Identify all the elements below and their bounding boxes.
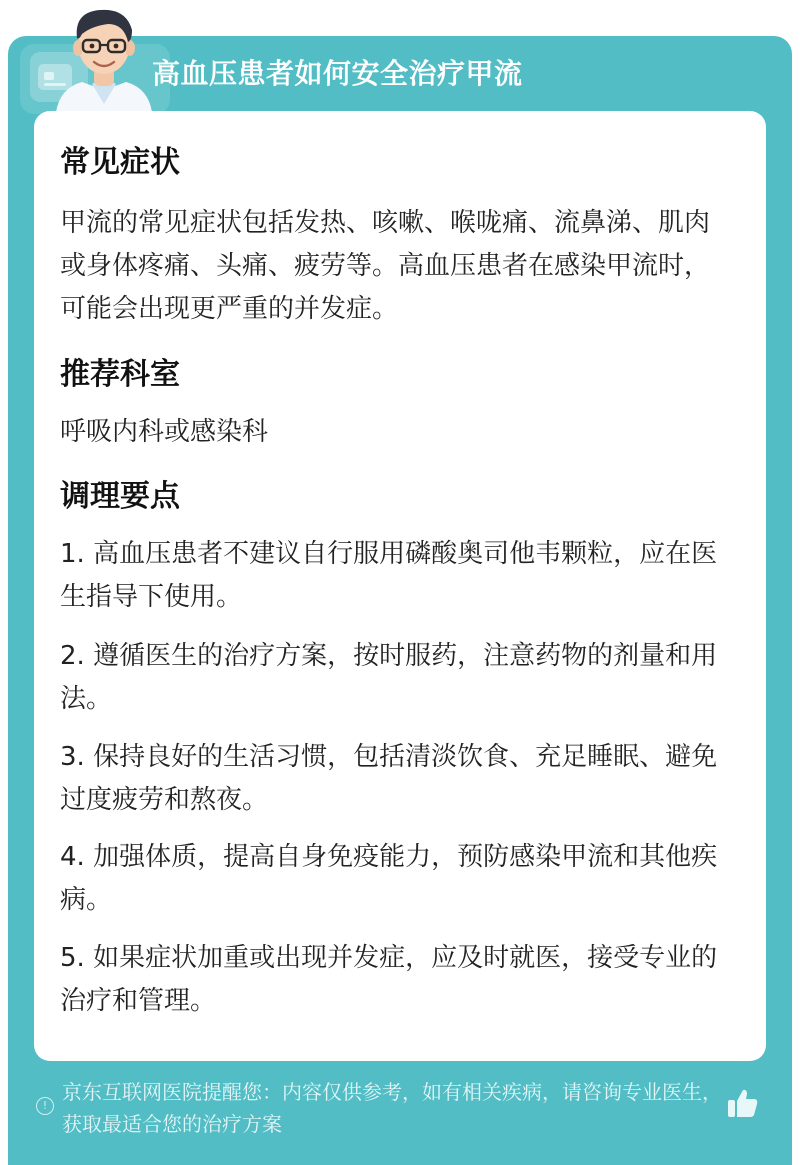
care-heading: 调理要点 — [60, 479, 180, 514]
care-item: 4. 加强体质，提高自身免疫能力，预防感染甲流和其他疾病。 — [60, 842, 718, 915]
care-item: 3. 保持良好的生活习惯，包括清淡饮食、充足睡眠、避免过度疲劳和熬夜。 — [60, 742, 718, 815]
info-icon: ! — [36, 1097, 54, 1115]
department-text: 呼吸内科或感染科 — [60, 417, 269, 447]
doctor-avatar-icon — [52, 0, 156, 112]
department-heading: 推荐科室 — [60, 357, 180, 392]
care-item: 5. 如果症状加重或出现并发症，应及时就医，接受专业的治疗和管理。 — [60, 943, 718, 1016]
page-title: 高血压患者如何安全治疗甲流 — [152, 57, 523, 90]
symptoms-heading: 常见症状 — [60, 145, 180, 180]
disclaimer-text: 京东互联网医院提醒您：内容仅供参考，如有相关疾病，请咨询专业医生，获取最适合您的治疗方案 — [62, 1080, 722, 1136]
thumbs-up-icon[interactable] — [726, 1086, 760, 1120]
care-item: 1. 高血压患者不建议自行服用磷酸奥司他韦颗粒，应在医生指导下使用。 — [60, 539, 718, 612]
content-card — [34, 111, 766, 1061]
care-item: 2. 遵循医生的治疗方案，按时服药，注意药物的剂量和用法。 — [60, 641, 718, 714]
symptoms-text: 甲流的常见症状包括发热、咳嗽、喉咙痛、流鼻涕、肌肉或身体疼痛、头痛、疲劳等。高血压患者在感染甲流时，可能会出现更严重的并发症。 — [60, 208, 711, 324]
